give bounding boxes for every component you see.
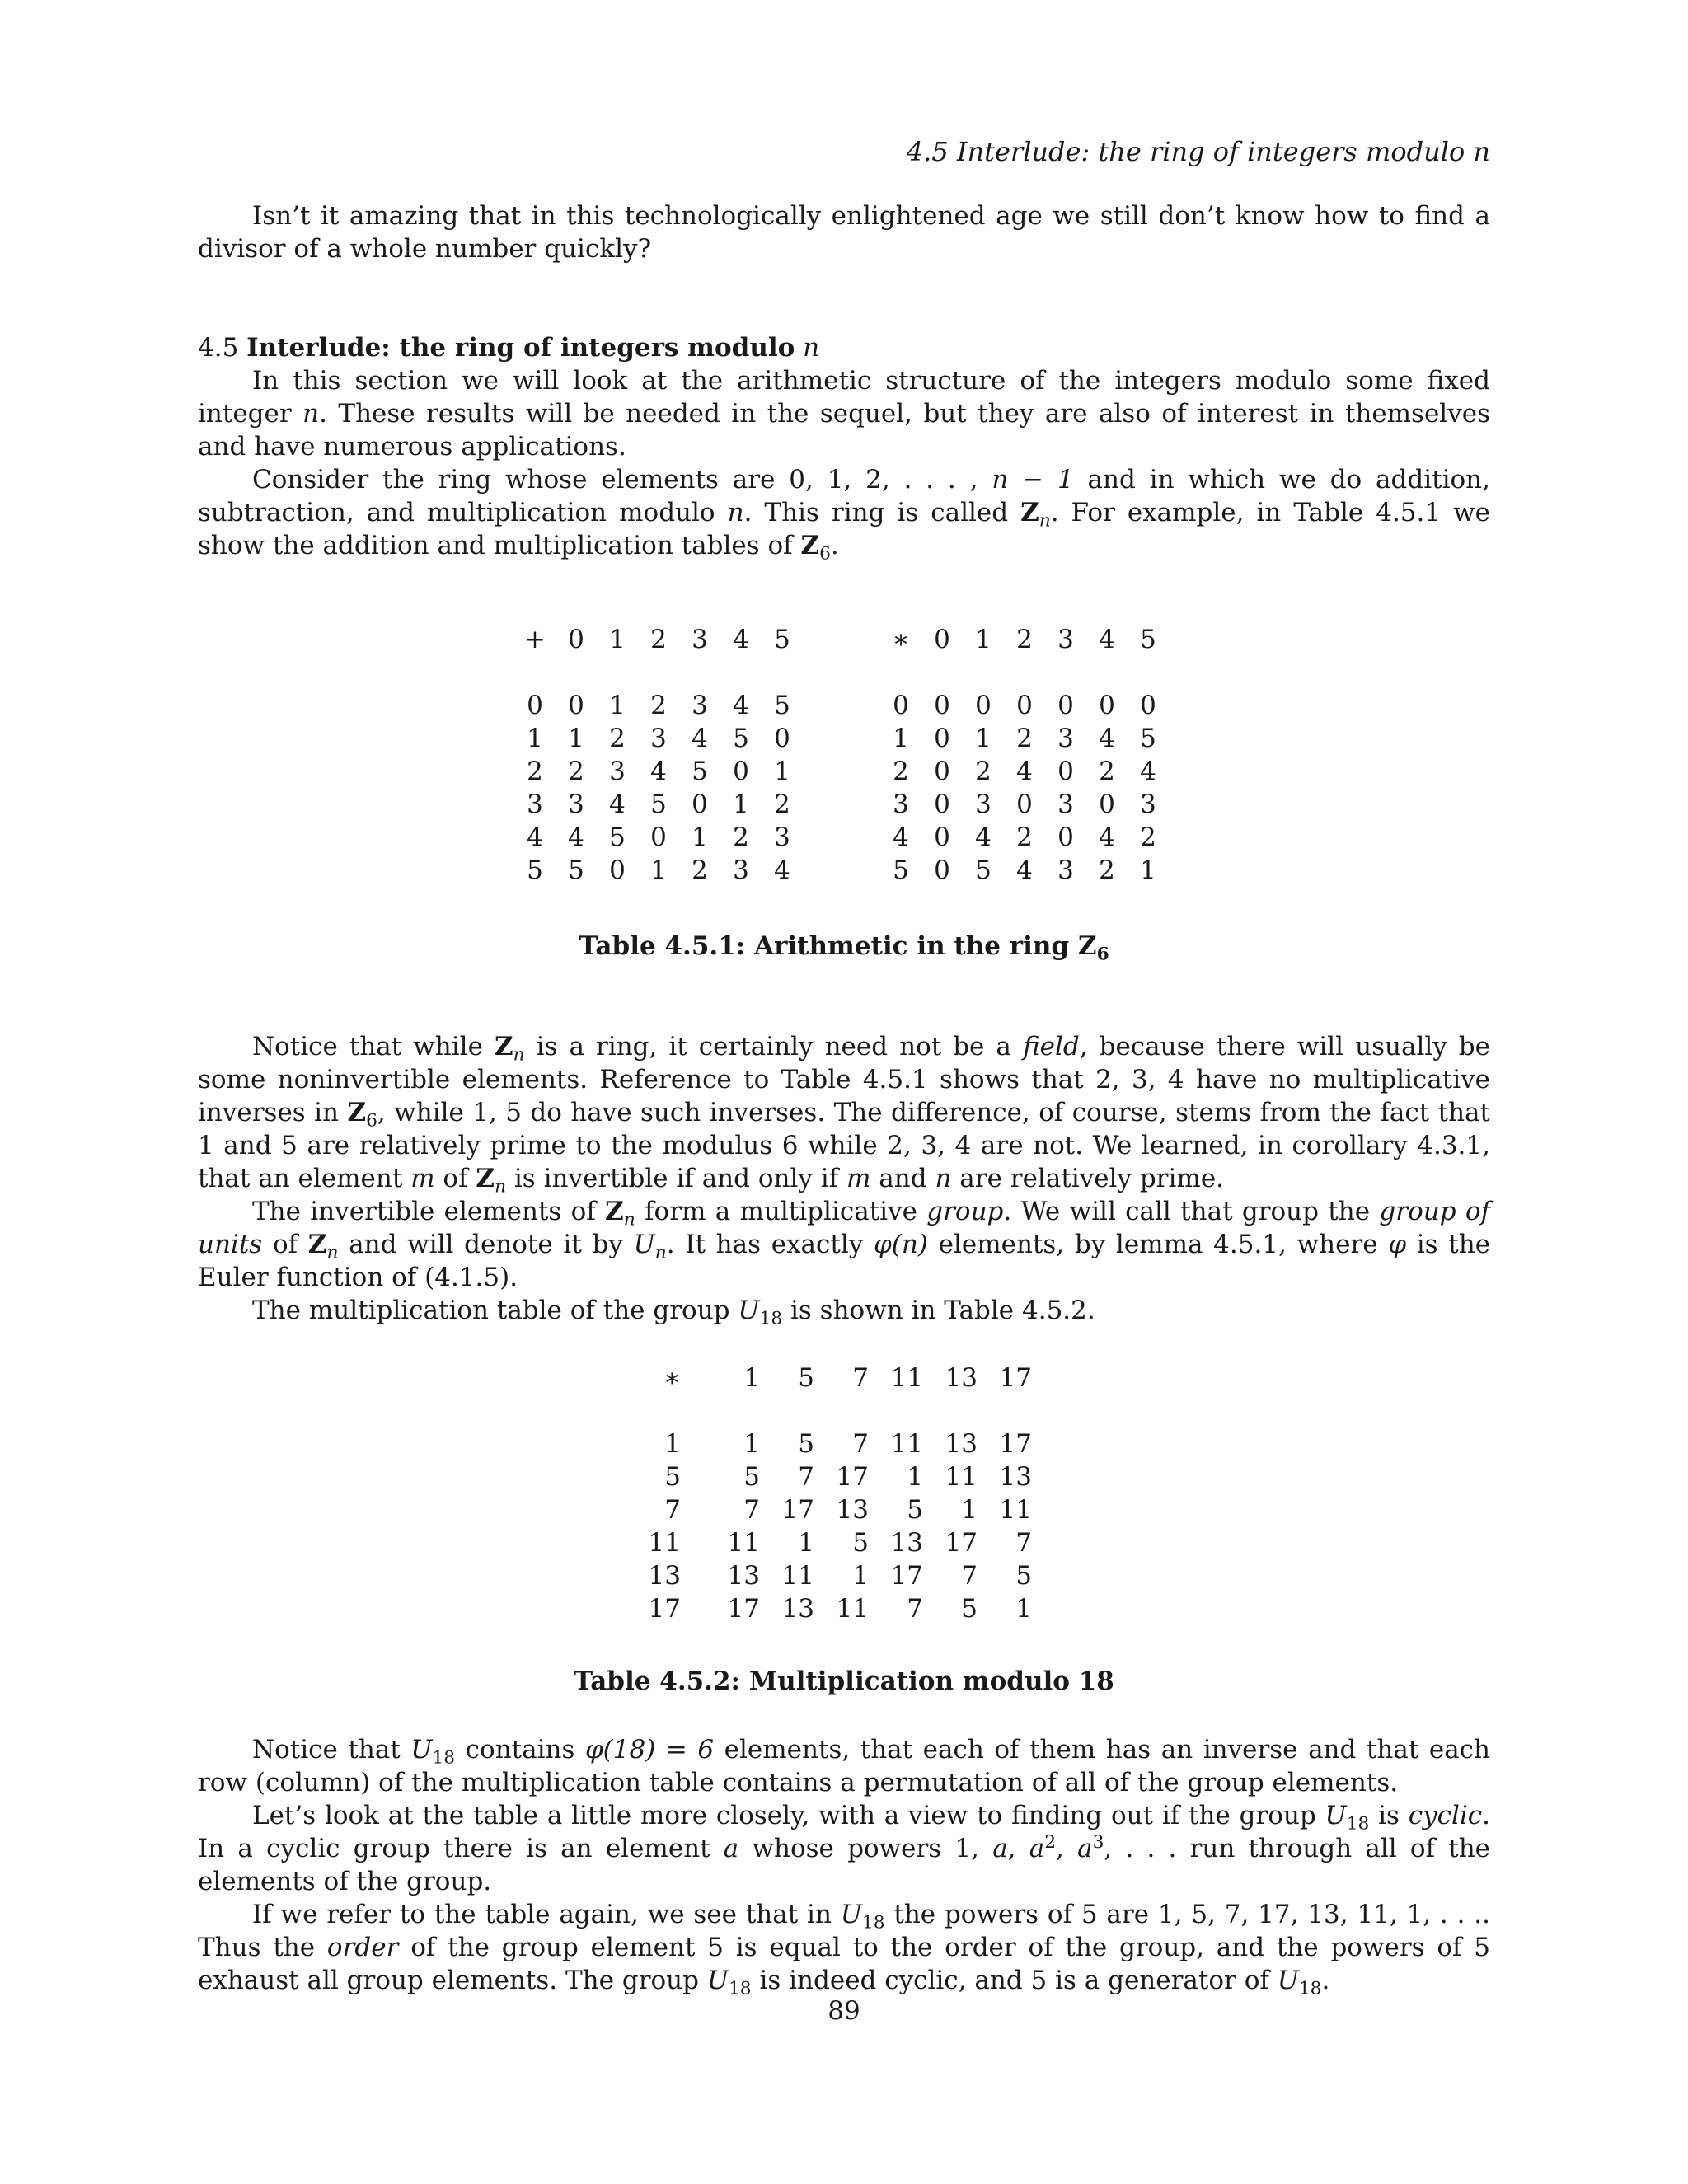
table-cell: 5 [692, 757, 708, 786]
table-cell: 2 [774, 790, 790, 819]
paragraph-4: The invertible elements of $Z_n$ form a multiplicative group. We will call that group the group of units of $Z_n$ and will denote it by $U_n$. It has exactly φ(n) elements, by lemma 4.5.1, where φ is the Euler function of (4.1.5). [198, 1197, 1491, 1292]
table-row [514, 788, 803, 821]
row-label: 7 [664, 1495, 681, 1525]
table-cell: 13 [836, 1495, 869, 1525]
table-header-row: ∗ 1 5 7 11 13 17 [626, 1361, 1032, 1394]
table-cell: 1 [743, 1429, 760, 1459]
paragraph-6: Notice that $U_{18}$ contains φ(18) = 6 elements, that each of them has an inverse and that each row (column) of the multiplication table contains a permutation of all of the group elements. [198, 1735, 1490, 1797]
table-cell: 0 [934, 790, 950, 819]
table-cell: 1 [609, 691, 626, 720]
table-cell: 4 [609, 790, 626, 819]
intro-paragraph [198, 199, 1490, 265]
section-title: Interlude: the ring of integers modulo [246, 333, 795, 363]
table-cell: 5 [1140, 724, 1156, 753]
table-row [514, 854, 803, 887]
table-cell: 2 [609, 724, 626, 753]
table-cell: 7 [798, 1462, 814, 1492]
table-cell: 1 [1140, 855, 1156, 885]
multiplication-table [880, 623, 1169, 887]
row-label: 11 [648, 1528, 681, 1558]
table-header-row: + 0 1 2 3 4 5 [514, 623, 803, 656]
table-cell: 13 [890, 1528, 923, 1558]
table-cell: 0 [1057, 823, 1074, 852]
paragraph-5: The multiplication table of the group $U_{18}$ is shown in Table 4.5.2. [252, 1296, 1095, 1329]
table-cell: 17 [890, 1561, 923, 1591]
plus-symbol: + [524, 625, 546, 654]
table-cell: 5 [975, 855, 992, 885]
table-cell: 0 [1099, 790, 1115, 819]
table-cell: 4 [568, 823, 584, 852]
table-row [514, 755, 803, 788]
table-cell: 13 [999, 1462, 1032, 1492]
table-cell: 2 [1016, 724, 1033, 753]
table-cell: 0 [1057, 757, 1074, 786]
table-cell: 2 [733, 823, 749, 852]
table-cell: 4 [774, 855, 790, 885]
table-cell: 2 [975, 757, 992, 786]
table-cell: 7 [852, 1429, 869, 1459]
table-cell: 7 [1015, 1528, 1032, 1558]
table-cell: 4 [733, 691, 749, 720]
section-4-5 [198, 331, 1490, 565]
table-row [880, 788, 1169, 821]
table-cell: 5 [774, 691, 790, 720]
table-cell: 4 [1140, 757, 1156, 786]
times-symbol: ∗ [892, 625, 910, 654]
table-cell: 4 [650, 757, 667, 786]
row-label: 0 [893, 691, 909, 720]
addition-body [514, 689, 803, 887]
table-cell: 4 [1099, 724, 1115, 753]
table-cell: 11 [890, 1429, 923, 1459]
table-cell: 4 [1016, 855, 1033, 885]
table-cell: 2 [568, 757, 584, 786]
table-cell: 7 [743, 1495, 760, 1525]
table-row [514, 689, 803, 722]
row-label: 1 [893, 724, 909, 753]
table-cell: 5 [798, 1429, 814, 1459]
section-number: 4.5 [198, 333, 239, 363]
multiplication-body [880, 689, 1169, 887]
table-row [514, 821, 803, 854]
table-cell: 17 [727, 1594, 760, 1624]
row-label: 3 [893, 790, 909, 819]
table-cell: 2 [650, 691, 667, 720]
table-cell: 2 [1140, 823, 1156, 852]
body-paragraphs [198, 1030, 1490, 1327]
table-cell: 5 [609, 823, 626, 852]
page-number: 89 [828, 1996, 860, 2026]
z6-multiplication-table [880, 623, 1169, 887]
table-cell: 4 [1099, 823, 1115, 852]
table-header-row: ∗ 0 1 2 3 4 5 [880, 623, 1169, 656]
table-row [880, 722, 1169, 755]
table-cell: 13 [945, 1429, 978, 1459]
table-row [626, 1460, 1032, 1493]
u18-multiplication-table [626, 1361, 1032, 1625]
section-heading [198, 331, 1490, 364]
table-cell: 3 [1057, 724, 1074, 753]
table-cell: 0 [1016, 691, 1033, 720]
table-cell: 1 [1015, 1594, 1032, 1624]
row-label: 1 [664, 1429, 681, 1459]
table-cell: 0 [650, 823, 667, 852]
table-cell: 0 [692, 790, 708, 819]
table-cell: 11 [945, 1462, 978, 1492]
table-cell: 4 [692, 724, 708, 753]
table-row [514, 722, 803, 755]
intro-text: Isn’t it amazing that in this technologically enlightened age we still don’t know how to find a divisor of a whole number quickly? [198, 201, 1490, 264]
closing-paragraphs [198, 1733, 1490, 1997]
row-label: 5 [527, 855, 543, 885]
table-cell: 0 [568, 691, 584, 720]
row-label: 3 [527, 790, 543, 819]
row-label: 13 [648, 1561, 681, 1591]
times-symbol: ∗ [663, 1363, 681, 1393]
table-cell: 1 [852, 1561, 869, 1591]
row-label: 5 [893, 855, 909, 885]
table-cell: 7 [961, 1561, 978, 1591]
table-cell: 3 [774, 823, 790, 852]
table-cell: 17 [945, 1528, 978, 1558]
table-cell: 11 [999, 1495, 1032, 1525]
table-row [626, 1559, 1032, 1592]
table-cell: 5 [733, 724, 749, 753]
table-cell: 1 [568, 724, 584, 753]
table-cell: 11 [727, 1528, 760, 1558]
table-cell: 3 [650, 724, 667, 753]
table-cell: 0 [934, 724, 950, 753]
row-label: 2 [527, 757, 543, 786]
table-row [880, 755, 1169, 788]
table-cell: 0 [934, 823, 950, 852]
table-cell: 0 [934, 855, 950, 885]
u18-body [626, 1427, 1032, 1625]
table-cell: 11 [836, 1594, 869, 1624]
table-cell: 1 [650, 855, 667, 885]
table-cell: 5 [650, 790, 667, 819]
row-label: 0 [527, 691, 543, 720]
addition-table [514, 623, 803, 887]
paragraph-7: Let’s look at the table a little more closely, with a view to finding out if the group $U_{18}$ is cyclic. In a cyclic group there is an element a whose powers 1, a, $a^2$, $a^3$, . . . run through all of the elements of the group. [198, 1801, 1491, 1896]
table-cell: 5 [743, 1462, 760, 1492]
table-cell: 1 [733, 790, 749, 819]
table-cell: 4 [975, 823, 992, 852]
paragraph-8: If we refer to the table again, we see that in $U_{18}$ the powers of 5 are 1, 5, 7, 17, 13, 11, 1, . . .. Thus the order of the group element 5 is equal to the order of the group, and the powers of 5 exhaust all group elements. The group $U_{18}$ is indeed cyclic, and 5 is a generator of $U_{18}$. [198, 1900, 1491, 1999]
table-cell: 17 [836, 1462, 869, 1492]
table-cell: 1 [961, 1495, 978, 1525]
paragraph-1: In this section we will look at the arithmetic structure of the integers modulo some fixed integer n. These results will be needed in the sequel, but they are also of interest in themselves and have numerous applications. [198, 366, 1490, 462]
table-cell: 2 [1099, 855, 1115, 885]
u18-table [626, 1361, 1032, 1625]
table-cell: 3 [692, 691, 708, 720]
table-row [880, 821, 1169, 854]
row-label: 5 [664, 1462, 681, 1492]
table-cell: 17 [781, 1495, 814, 1525]
row-label: 4 [527, 823, 543, 852]
paragraph-3: Notice that while $Z_n$ is a ring, it certainly need not be a field, because there will usually be some noninvertible elements. Reference to Table 4.5.1 shows that 2, 3, 4 have no multiplicative inverses in $Z_6$, while 1, 5 do have such inverses. The difference, of course, stems from the fact that 1 and 5 are relatively prime to the modulus 6 while 2, 3, 4 are not. We learned, in corollary 4.3.1, that an element m of $Z_n$ is invertible if and only if m and n are relatively prime. [198, 1032, 1490, 1197]
table-cell: 0 [1099, 691, 1115, 720]
table-row [626, 1493, 1032, 1526]
table-cell: 5 [1015, 1561, 1032, 1591]
table-cell: 0 [975, 691, 992, 720]
z6-addition-table [514, 623, 803, 887]
table-cell: 0 [934, 691, 950, 720]
table-cell: 3 [1140, 790, 1156, 819]
table-cell: 0 [1140, 691, 1156, 720]
row-label: 1 [527, 724, 543, 753]
section-title-var: n [803, 333, 820, 363]
row-label: 4 [893, 823, 909, 852]
table-row [626, 1592, 1032, 1625]
table-cell: 0 [774, 724, 790, 753]
table-cell: 0 [733, 757, 749, 786]
table-cell: 17 [999, 1429, 1032, 1459]
table-cell: 3 [733, 855, 749, 885]
table-cell: 4 [1016, 757, 1033, 786]
table-cell: 0 [1057, 691, 1074, 720]
table-cell: 1 [907, 1462, 923, 1492]
paragraph-2: Consider the ring whose elements are 0, 1, 2, . . . , n − 1 and in which we do addition, subtraction, and multiplication modulo n. This ring is called $Z_n$. For example, in Table 4.5.1 we show the addition and multiplication tables of $Z_6$. [198, 465, 1490, 565]
table-row [880, 854, 1169, 887]
table-cell: 1 [692, 823, 708, 852]
table-cell: 1 [798, 1528, 814, 1558]
table-cell: 5 [568, 855, 584, 885]
table-cell: 3 [975, 790, 992, 819]
table-cell: 2 [1099, 757, 1115, 786]
running-head-text: 4.5 Interlude: the ring of integers modulo n [906, 136, 1490, 167]
row-label: 2 [893, 757, 909, 786]
table-row [626, 1427, 1032, 1460]
table-cell: 13 [781, 1594, 814, 1624]
table-cell: 0 [609, 855, 626, 885]
table-cell: 13 [727, 1561, 760, 1591]
table-4-5-1-caption: Table 4.5.1: Arithmetic in the ring $Z_6$ [579, 931, 1109, 965]
table-cell: 1 [774, 757, 790, 786]
running-head [907, 135, 1490, 168]
table-cell: 3 [1057, 855, 1074, 885]
table-cell: 3 [568, 790, 584, 819]
table-cell: 5 [852, 1528, 869, 1558]
table-cell: 0 [934, 757, 950, 786]
table-cell: 7 [907, 1594, 923, 1624]
table-row [880, 689, 1169, 722]
table-cell: 2 [1016, 823, 1033, 852]
table-cell: 0 [1016, 790, 1033, 819]
table-cell: 5 [907, 1495, 923, 1525]
table-4-5-2-caption: Table 4.5.2: Multiplication modulo 18 [574, 1666, 1114, 1696]
table-cell: 2 [692, 855, 708, 885]
table-cell: 5 [961, 1594, 978, 1624]
row-label: 17 [648, 1594, 681, 1624]
table-cell: 3 [1057, 790, 1074, 819]
table-cell: 3 [609, 757, 626, 786]
table-row [626, 1526, 1032, 1559]
table-cell: 1 [975, 724, 992, 753]
table-cell: 11 [781, 1561, 814, 1591]
